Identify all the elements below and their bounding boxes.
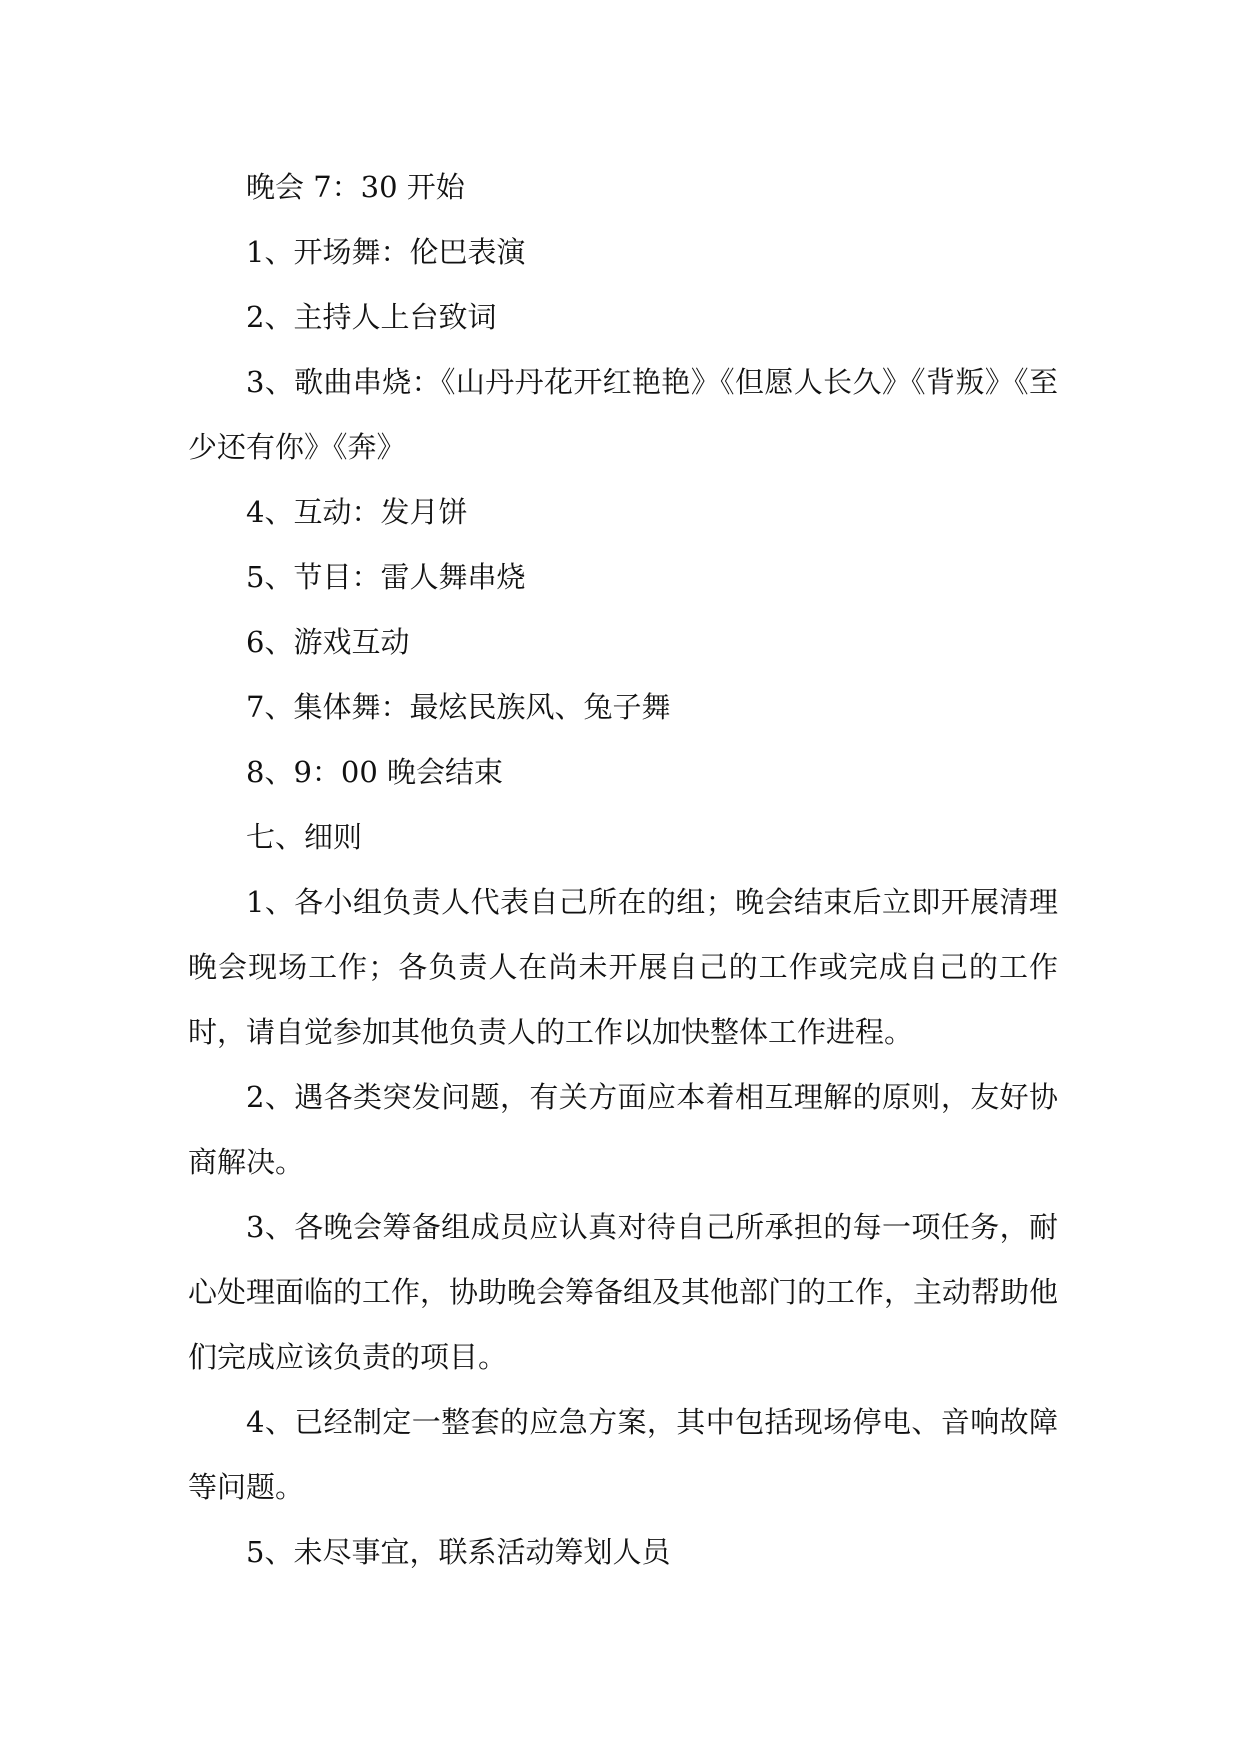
- program-item-7: 7、集体舞：最炫民族风、兔子舞: [246, 690, 671, 724]
- rule-item-5: 5、未尽事宜，联系活动筹划人员: [246, 1535, 671, 1569]
- program-start-time: 晚会 7：30 开始: [246, 170, 465, 204]
- rule-item-1: 1、各小组负责人代表自己所在的组；晚会结束后立即开展清理晚会现场工作；各负责人在尚未开展自己的工作或完成自己的工作时，请自觉参加其他负责人的工作以加快整体工作进程。: [188, 885, 1058, 1049]
- rule-item-3: 3、各晚会筹备组成员应认真对待自己所承担的每一项任务，耐心处理面临的工作，协助晚会筹备组及其他部门的工作，主动帮助他们完成应该负责的项目。: [188, 1210, 1059, 1374]
- program-item-5: 5、节目：雷人舞串烧: [246, 560, 526, 594]
- document-body: [188, 155, 1058, 1585]
- program-item-3: 3、歌曲串烧：《山丹丹花开红艳艳》《但愿人长久》《背叛》《至少还有你》《奔》: [188, 365, 1058, 464]
- program-item-2: 2、主持人上台致词: [246, 300, 497, 334]
- rule-item-4: 4、已经制定一整套的应急方案，其中包括现场停电、音响故障等问题。: [188, 1405, 1058, 1504]
- program-item-8: 8、9：00 晚会结束: [246, 755, 504, 789]
- program-item-4: 4、互动：发月饼: [246, 495, 468, 529]
- program-item-6: 6、游戏互动: [246, 625, 410, 659]
- program-item-1: 1、开场舞：伦巴表演: [246, 235, 526, 269]
- rule-item-2: 2、遇各类突发问题，有关方面应本着相互理解的原则，友好协商解决。: [188, 1080, 1058, 1179]
- section-heading-rules: 七、细则: [246, 820, 363, 854]
